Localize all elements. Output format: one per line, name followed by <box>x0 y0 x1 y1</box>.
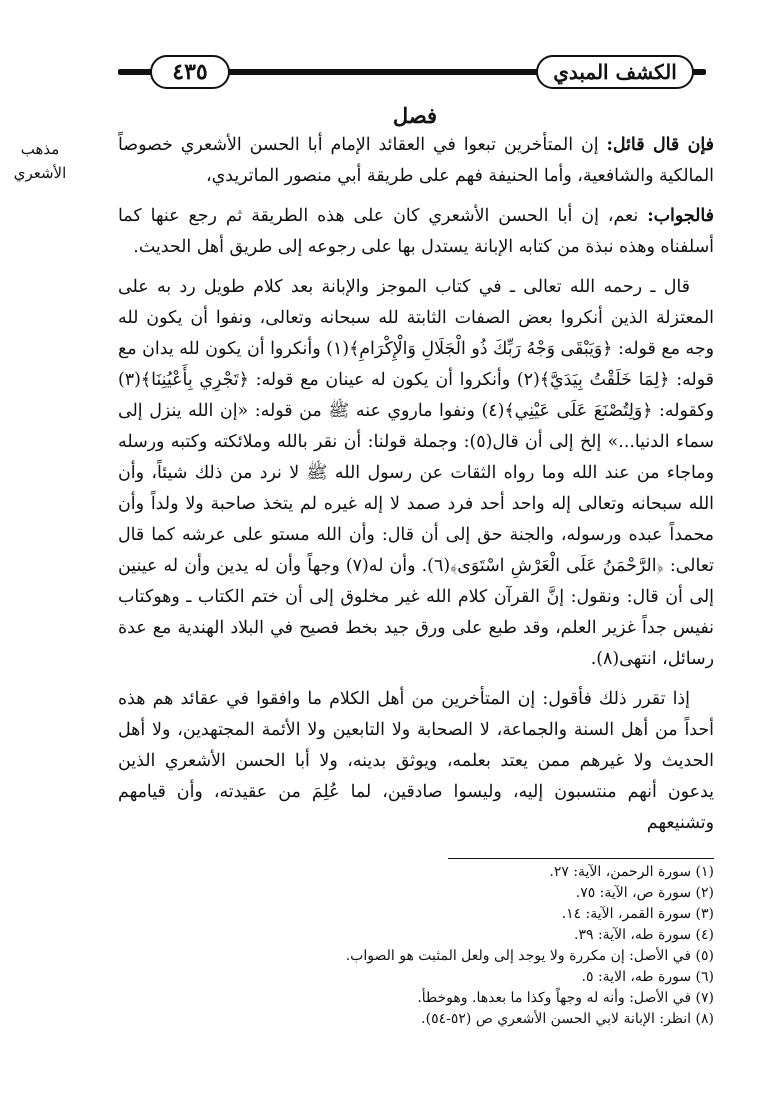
footnotes <box>118 862 714 1030</box>
section-title: فصل <box>392 103 438 128</box>
margin-note <box>0 137 80 185</box>
main-text <box>118 130 714 848</box>
footnote: (٥) في الأصل: إن مكررة ولا يوجد إلى ولعل المثبت هو الصواب. <box>345 948 714 964</box>
paragraph-text: إذا تقرر ذلك فأقول: إن المتأخرين من أهل الكلام ما وافقوا في عقائد هم هذه أحداً من أهل السنة والجماعة، لا الصحابة ولا التابعين ولا الأئمة المجتهدين، ولا أهل الحديث ولا غيرهم ممن يعتد بعلمه، ويوثق بدينه، ولا أبا الحسن الأشعري الذين يدعون أنهم منتسبون إليه، وليسوا صادقين، لما عُلِمَ من عقيدته، وأن قيامهم وتشنيعهم <box>118 689 714 833</box>
footnote: (٣) سورة القمر، الآية: ١٤. <box>561 906 714 922</box>
page-number: ٤٣٥ <box>150 55 230 89</box>
header-rule-middle <box>222 69 538 75</box>
paragraph-text: قال ـ رحمه الله تعالى ـ في كتاب الموجز والإبانة بعد كلام طويل رد به على المعتزلة الذين أنكروا بعض الصفات الثابتة لله سبحانه وتعالى، ونفوا أن يكون لله وجه مع قوله: ﴿وَيَبْقَى وَجْهُ رَبِّكَ ذُو الْجَلَالِ وَالْإِكْرَامِ﴾(١) وأنكروا أن يكون لله يدان مع قوله: ﴿لِمَا خَلَقْتُ بِيَدَيَّ﴾(٢) وأنكروا أن يكون له عينان مع قوله: ﴿تَجْرِي بِأَعْيُنِنَا﴾(٣) وكقوله: ﴿وَلِتُصْنَعَ عَلَى عَيْنِي﴾(٤) ونفوا ماروي عنه ﷺ من قوله: «إن الله ينزل إلى سماء الدنيا...» إلخ إلى أن قال(٥): وجملة قولنا: أن نقر بالله وملائكته وكتبه ورسله وماجاء من عند الله وما رواه الثقات عن رسول الله ﷺ لا نرد من ذلك شيئاً، وأن الله سبحانه وتعالى إله واحد أحد فرد صمد لا إله غيره لم يتخذ صاحبة ولا ولداً وأن محمداً عبده ورسوله، والجنة حق إلى أن قال: وأن الله مستو على عرشه كما قال تعالى: ﴿الرَّحْمَنُ عَلَى الْعَرْشِ اسْتَوَى﴾(٦). وأن له(٧) وجهاً وأن له يدين وأن له عينين إلى أن قال: ونقول: إنَّ القرآن كلام الله غير مخلوق إلى أن ختم الكتاب ـ وهوكتاب نفيس جداً غزير العلم، وقد طبع على ورق جيد بخط فصيح في البلاد الهندية مع عدة رسائل، انتهى(٨). <box>118 277 715 669</box>
margin-note-line2: الأشعري <box>13 164 67 182</box>
running-title: الكشف المبدي <box>536 55 694 89</box>
footnote-separator <box>448 858 714 859</box>
paragraph <box>118 684 714 839</box>
footnote: (٢) سورة ص، الآية: ٧٥. <box>575 885 714 901</box>
page-header <box>0 45 759 105</box>
margin-note-line1: مذهب <box>20 140 60 158</box>
paragraph <box>118 130 714 192</box>
paragraph-lead: فإن قال قائل: <box>606 135 714 155</box>
footnote: (٨) انظر: الإبانة لابي الحسن الأشعري ص (٥٢-٥٤). <box>421 1011 714 1027</box>
paragraph <box>118 201 714 263</box>
paragraph <box>118 272 714 675</box>
paragraph-text: نعم، إن أبا الحسن الأشعري كان على هذه الطريقة ثم رجع عنها كما أسلفناه وهذه نبذة من كتابه الإبانة يستدل بها على رجوعه إلى طريق أهل الحديث. <box>118 206 714 257</box>
footnote: (٧) في الأصل: وأنه له وجهاً وكذا ما بعدها. وهوخطأ. <box>417 990 714 1006</box>
paragraph-text: إن المتأخرين تبعوا في العقائد الإمام أبا الحسن الأشعري خصوصاً المالكية والشافعية، وأما الحنيفة فهم على طريقة أبي منصور الماتريدي، <box>118 135 714 186</box>
footnote: (١) سورة الرحمن، الآية: ٢٧. <box>549 864 714 880</box>
footnote: (٤) سورة طه، الآية: ٣٩. <box>574 927 714 943</box>
paragraph-lead: فالجواب: <box>647 206 714 226</box>
footnote: (٦) سورة طه، الاية: ٥. <box>581 969 714 985</box>
